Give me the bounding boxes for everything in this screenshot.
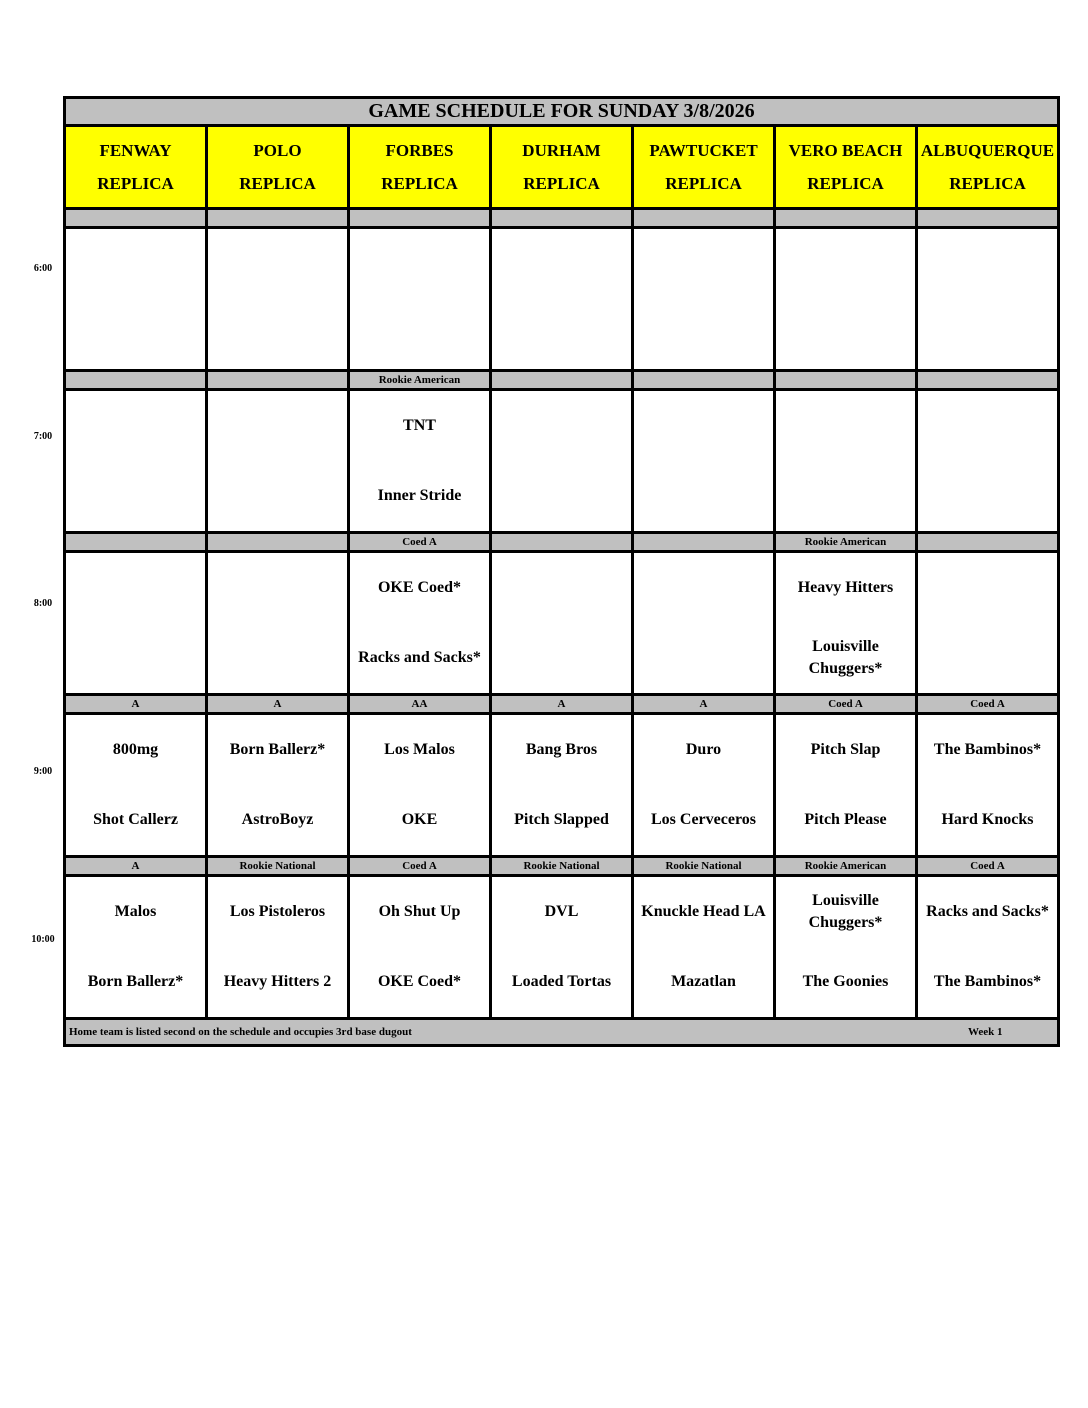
field-subtitle: REPLICA	[665, 174, 742, 193]
game-cell	[207, 552, 349, 695]
home-team: AstroBoyz	[241, 811, 314, 828]
field-name: FORBES	[385, 141, 454, 160]
away-team: Bang Bros	[525, 741, 598, 758]
game-cell	[633, 228, 775, 371]
home-team: OKE Coed*	[377, 973, 462, 990]
game-cell	[917, 714, 1059, 857]
time-label: 8:00	[33, 598, 53, 609]
game-cell	[349, 876, 491, 1019]
home-team: Inner Stride	[377, 487, 462, 504]
division-label: Rookie American	[775, 533, 917, 552]
footer-cell	[65, 1019, 1059, 1046]
division-band-row	[65, 695, 1059, 714]
away-team: Pitch Slap	[810, 741, 881, 758]
field-header	[207, 126, 349, 209]
home-team: Mazatlan	[671, 973, 736, 990]
time-label: 9:00	[33, 766, 53, 777]
division-label	[917, 209, 1059, 228]
division-label	[775, 371, 917, 390]
home-team: Pitch Slapped	[514, 811, 609, 828]
time-label: 7:00	[33, 431, 53, 442]
game-cell	[775, 390, 917, 533]
away-team: DVL	[544, 903, 579, 920]
home-team: Louisville Chuggers*	[808, 638, 883, 677]
home-team: Racks and Sacks*	[358, 649, 481, 666]
game-cell	[65, 552, 207, 695]
division-label	[65, 209, 207, 228]
game-cell	[491, 714, 633, 857]
game-cell	[207, 390, 349, 533]
division-label	[65, 533, 207, 552]
schedule-sheet	[63, 96, 1060, 1080]
game-slot-row	[65, 228, 1059, 371]
game-cell	[633, 390, 775, 533]
game-slot-row	[65, 714, 1059, 857]
game-cell	[633, 714, 775, 857]
home-team: Los Cerveceros	[651, 811, 756, 828]
game-cell	[775, 552, 917, 695]
division-label: A	[65, 695, 207, 714]
game-slot-row	[65, 876, 1059, 1019]
away-team: 800mg	[112, 741, 159, 758]
division-band-row	[65, 371, 1059, 390]
game-cell	[349, 390, 491, 533]
home-team: Pitch Please	[804, 811, 887, 828]
away-team: Los Pistoleros	[229, 903, 326, 920]
division-label	[349, 209, 491, 228]
field-header	[491, 126, 633, 209]
division-label: Coed A	[917, 695, 1059, 714]
division-label: Coed A	[775, 695, 917, 714]
away-team: Racks and Sacks*	[926, 903, 1049, 920]
division-label	[491, 533, 633, 552]
home-team: The Goonies	[802, 973, 889, 990]
division-label	[207, 371, 349, 390]
division-label	[207, 533, 349, 552]
game-cell	[491, 552, 633, 695]
away-team: Los Malos	[384, 741, 455, 758]
game-cell	[491, 876, 633, 1019]
division-label: A	[633, 695, 775, 714]
game-cell	[349, 228, 491, 371]
game-cell	[65, 390, 207, 533]
game-slot-row	[65, 390, 1059, 533]
away-team: Louisville Chuggers*	[808, 892, 883, 931]
game-cell	[207, 228, 349, 371]
division-label: Rookie National	[491, 857, 633, 876]
division-band-row	[65, 209, 1059, 228]
away-team: Heavy Hitters	[797, 579, 894, 596]
field-name: POLO	[253, 141, 302, 160]
time-label: 6:00	[33, 263, 53, 274]
footer-row	[65, 1019, 1059, 1046]
division-label	[917, 371, 1059, 390]
game-cell	[775, 228, 917, 371]
division-label: Rookie American	[775, 857, 917, 876]
schedule-table	[63, 96, 1060, 1047]
field-subtitle: REPLICA	[949, 174, 1026, 193]
division-label	[207, 209, 349, 228]
game-cell	[917, 228, 1059, 371]
field-header	[349, 126, 491, 209]
home-team: Shot Callerz	[93, 811, 178, 828]
field-header	[775, 126, 917, 209]
away-team: Knuckle Head LA	[641, 903, 766, 920]
field-subtitle: REPLICA	[381, 174, 458, 193]
field-subtitle: REPLICA	[807, 174, 884, 193]
division-label: Rookie National	[633, 857, 775, 876]
game-cell	[349, 552, 491, 695]
division-label: Rookie American	[349, 371, 491, 390]
home-team: The Bambinos*	[933, 973, 1042, 990]
game-cell	[349, 714, 491, 857]
home-team: OKE	[401, 811, 438, 828]
game-cell	[917, 390, 1059, 533]
away-team: Oh Shut Up	[378, 903, 461, 920]
away-team: OKE Coed*	[377, 579, 462, 596]
away-team: TNT	[403, 417, 436, 434]
division-label: Coed A	[917, 857, 1059, 876]
field-subtitle: REPLICA	[523, 174, 600, 193]
division-label: A	[65, 857, 207, 876]
week-label: Week 1	[968, 1026, 1003, 1038]
field-subtitle: REPLICA	[239, 174, 316, 193]
division-label: AA	[349, 695, 491, 714]
division-label	[633, 533, 775, 552]
game-cell	[917, 876, 1059, 1019]
home-team: Loaded Tortas	[511, 973, 612, 990]
field-header	[633, 126, 775, 209]
game-slot-row	[65, 552, 1059, 695]
game-cell	[65, 714, 207, 857]
game-cell	[207, 876, 349, 1019]
division-label: Coed A	[349, 857, 491, 876]
division-label: A	[207, 695, 349, 714]
game-cell	[633, 876, 775, 1019]
home-team: Hard Knocks	[941, 811, 1034, 828]
time-label: 10:00	[31, 934, 55, 945]
game-cell	[633, 552, 775, 695]
division-label	[491, 371, 633, 390]
field-header	[65, 126, 207, 209]
game-cell	[775, 714, 917, 857]
game-cell	[65, 876, 207, 1019]
game-cell	[917, 552, 1059, 695]
away-team: Malos	[114, 903, 157, 920]
game-cell	[491, 228, 633, 371]
game-cell	[491, 390, 633, 533]
field-name: VERO BEACH	[788, 141, 903, 160]
division-label: Coed A	[349, 533, 491, 552]
away-team: Duro	[685, 741, 722, 758]
game-cell	[207, 714, 349, 857]
game-cell	[775, 876, 917, 1019]
division-label	[633, 371, 775, 390]
division-band-row	[65, 533, 1059, 552]
schedule-title: GAME SCHEDULE FOR SUNDAY 3/8/2026	[65, 98, 1059, 126]
away-team: The Bambinos*	[933, 741, 1042, 758]
division-label	[775, 209, 917, 228]
division-label: Rookie National	[207, 857, 349, 876]
home-team-note: Home team is listed second on the schedule and occupies 3rd base dugout	[69, 1026, 412, 1038]
division-label	[491, 209, 633, 228]
game-cell	[65, 228, 207, 371]
away-team: Born Ballerz*	[229, 741, 326, 758]
division-band-row	[65, 857, 1059, 876]
field-name: DURHAM	[522, 141, 601, 160]
division-label	[65, 371, 207, 390]
division-label	[633, 209, 775, 228]
field-subtitle: REPLICA	[97, 174, 174, 193]
field-header-row	[65, 126, 1059, 209]
division-label	[917, 533, 1059, 552]
field-name: ALBUQUERQUE	[920, 141, 1055, 160]
field-name: PAWTUCKET	[649, 141, 758, 160]
home-team: Heavy Hitters 2	[223, 973, 332, 990]
division-label: A	[491, 695, 633, 714]
field-name: FENWAY	[99, 141, 172, 160]
home-team: Born Ballerz*	[87, 973, 184, 990]
field-header	[917, 126, 1059, 209]
